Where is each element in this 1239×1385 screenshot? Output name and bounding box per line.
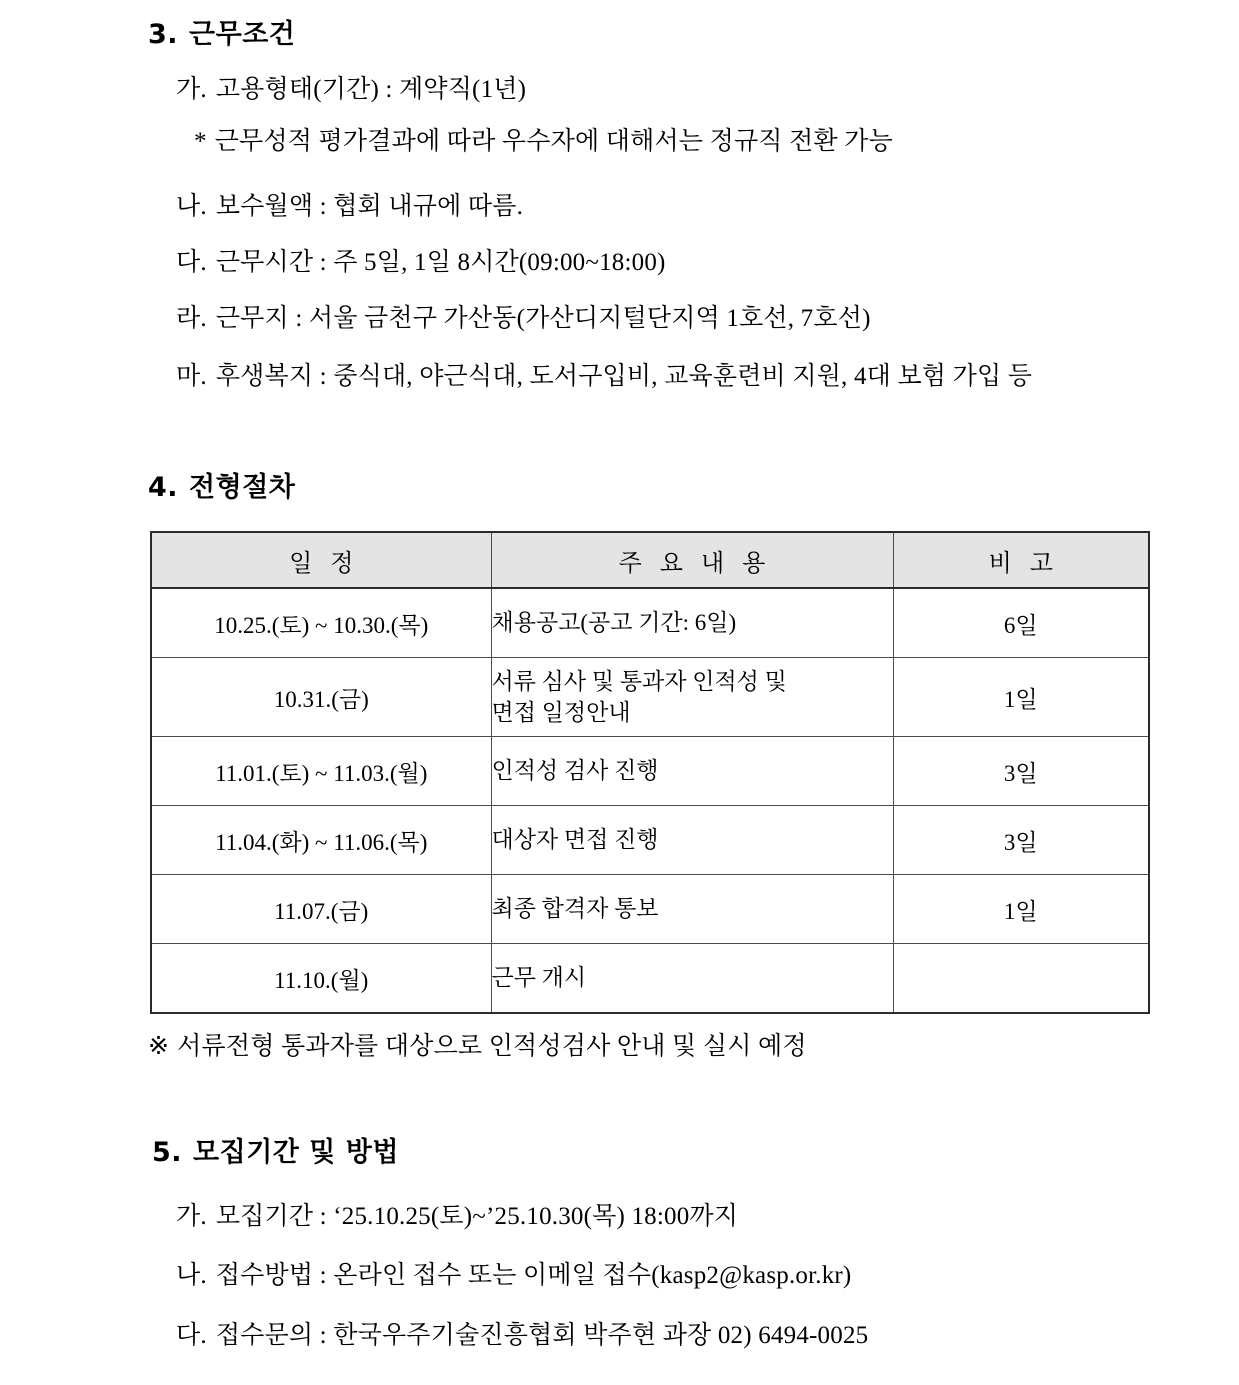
cell-date: 10.31.(금) <box>151 658 491 737</box>
item-text: 근무시간 : 주 5일, 1일 8시간(09:00~18:00) <box>215 249 666 276</box>
item-text: 근무지 : 서울 금천구 가산동(가산디지털단지역 1호선, 7호선) <box>215 305 871 332</box>
asterisk-marker: * <box>194 128 207 155</box>
section-3-title: 근무조건 <box>189 19 296 50</box>
column-header-note: 비 고 <box>893 532 1149 588</box>
cell-date: 11.07.(금) <box>151 875 491 944</box>
section-3-item-4 <box>176 249 666 278</box>
table-row <box>151 944 1149 1014</box>
cell-content <box>491 806 893 875</box>
cell-date: 11.04.(화) ~ 11.06.(목) <box>151 806 491 875</box>
cell-date: 11.01.(토) ~ 11.03.(월) <box>151 737 491 806</box>
cell-note: 1일 <box>893 658 1149 737</box>
cell-content-line2: 면접 일정안내 <box>491 700 631 725</box>
item-marker-na: 나. <box>176 193 207 220</box>
table-row <box>151 658 1149 737</box>
cell-content-line1: 서류 심사 및 통과자 인적성 및 <box>491 668 787 694</box>
cell-content-line1: 대상자 면접 진행 <box>491 827 659 853</box>
table-row <box>151 588 1149 658</box>
item-text: 보수월액 : 협회 내규에 따름. <box>215 193 524 220</box>
item-marker-ra: 라. <box>176 305 207 332</box>
cell-date: 11.10.(월) <box>151 944 491 1014</box>
section-3-item-1 <box>176 76 526 105</box>
cell-content-line1: 최종 합격자 통보 <box>491 896 659 922</box>
section-3-item-6 <box>176 363 1032 392</box>
cell-note: 3일 <box>893 806 1149 875</box>
column-header-date: 일 정 <box>151 532 491 588</box>
section-3-heading <box>148 20 295 50</box>
section-5-item-1 <box>176 1203 738 1232</box>
cell-content <box>491 875 893 944</box>
cell-content-line1: 근무 개시 <box>491 965 587 991</box>
cell-content-line1: 인적성 검사 진행 <box>491 758 659 784</box>
section-5-item-2 <box>176 1262 851 1291</box>
schedule-table-wrapper <box>150 531 1148 1014</box>
section-5-title: 모집기간 및 방법 <box>193 1137 399 1168</box>
note-text: 서류전형 통과자를 대상으로 인적성검사 안내 및 실시 예정 <box>177 1033 807 1060</box>
cell-content <box>491 944 893 1014</box>
cell-note: 3일 <box>893 737 1149 806</box>
section-5-heading <box>152 1138 399 1168</box>
table-row <box>151 875 1149 944</box>
item-marker-ga: 가. <box>176 1203 207 1230</box>
item-marker-ma: 마. <box>176 363 207 390</box>
cell-content <box>491 588 893 658</box>
item-marker-ga: 가. <box>176 76 207 103</box>
section-3-item-2-note <box>194 128 893 157</box>
section-4-heading <box>148 473 295 503</box>
cell-content-line1: 채용공고(공고 기간: 6일) <box>491 610 737 636</box>
reference-mark-icon: ※ <box>148 1033 170 1060</box>
cell-content <box>491 737 893 806</box>
item-text: 후생복지 : 중식대, 야근식대, 도서구입비, 교육훈련비 지원, 4대 보험 가입 등 <box>215 363 1033 390</box>
table-row <box>151 806 1149 875</box>
table-header-row <box>151 532 1149 588</box>
cell-content <box>491 658 893 737</box>
item-marker-da: 다. <box>176 249 207 276</box>
item-text: 접수방법 : 온라인 접수 또는 이메일 접수(kasp2@kasp.or.kr) <box>215 1262 852 1289</box>
schedule-table <box>150 531 1150 1014</box>
item-marker-na: 나. <box>176 1262 207 1289</box>
item-text: 접수문의 : 한국우주기술진흥협회 박주현 과장 02) 6494-0025 <box>215 1322 869 1349</box>
item-text: 모집기간 : ‘25.10.25(토)~’25.10.30(목) 18:00까지 <box>215 1203 739 1230</box>
cell-note <box>893 944 1149 1014</box>
section-5-number: 5. <box>152 1137 183 1168</box>
section-3-number: 3. <box>148 19 179 50</box>
cell-note: 1일 <box>893 875 1149 944</box>
section-3-item-5 <box>176 305 871 334</box>
column-header-content: 주 요 내 용 <box>491 532 893 588</box>
section-4-number: 4. <box>148 472 179 503</box>
cell-note: 6일 <box>893 588 1149 658</box>
cell-date: 10.25.(토) ~ 10.30.(목) <box>151 588 491 658</box>
section-5-item-3 <box>176 1322 868 1351</box>
section-4-title: 전형절차 <box>189 472 296 503</box>
item-text: 고용형태(기간) : 계약직(1년) <box>215 76 527 103</box>
section-3-item-3 <box>176 193 523 222</box>
item-marker-da: 다. <box>176 1322 207 1349</box>
table-row <box>151 737 1149 806</box>
item-text: 근무성적 평가결과에 따라 우수자에 대해서는 정규직 전환 가능 <box>214 128 893 155</box>
section-4-note <box>148 1033 807 1062</box>
